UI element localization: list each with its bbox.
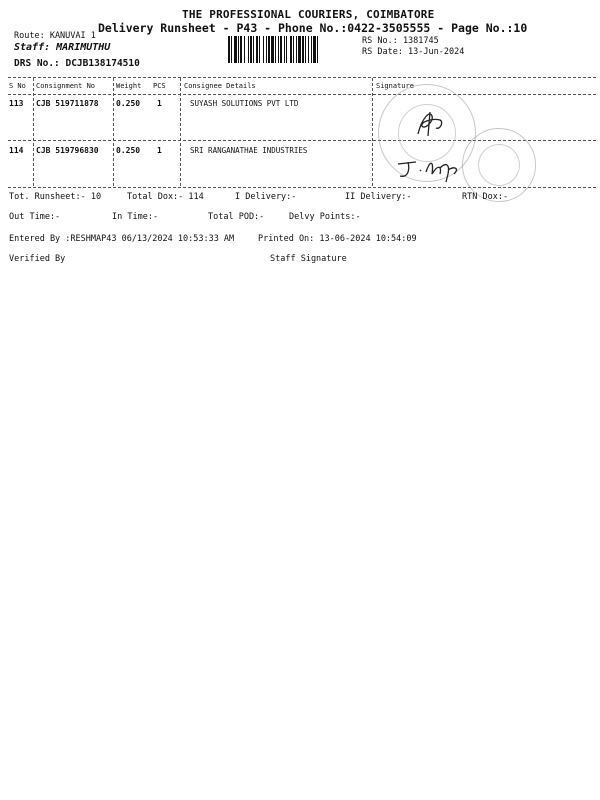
row-consignee: SRI RANGANATHAE INDUSTRIES (190, 146, 308, 155)
divider (8, 77, 596, 78)
runsheet-subtitle: Delivery Runsheet - P43 - Phone No.:0422-3505555 - Page No.:10 (98, 21, 528, 35)
column-header-weight: Weight (116, 82, 142, 90)
row-consignment: CJB 519796830 (36, 146, 99, 155)
total-dox: Total Dox:- 114 (127, 192, 204, 202)
barcode-image (228, 36, 356, 63)
staff-signature-label: Staff Signature (270, 254, 347, 264)
column-header-consignee: Consignee Details (184, 82, 256, 90)
row-sno: 113 (9, 99, 24, 108)
row-consignee: SUYASH SOLUTIONS PVT LTD (190, 99, 299, 108)
company-title: THE PROFESSIONAL COURIERS, COIMBATORE (182, 8, 435, 21)
rtn-dox: RTN Dox:- (462, 192, 509, 202)
rs-number: RS No.: 1381745 (362, 36, 439, 46)
row-pcs: 1 (157, 99, 162, 108)
delivery-points: Delvy Points:- (289, 212, 361, 222)
row-consignment: CJB 519711878 (36, 99, 99, 108)
printed-on: Printed On: 13-06-2024 10:54:09 (258, 234, 417, 244)
entered-by: Entered By :RESHMAP43 06/13/2024 10:53:33 AM (9, 234, 235, 244)
route-label: Route: KANUVAI 1 (14, 31, 96, 41)
verified-by: Verified By (9, 254, 66, 264)
row-sno: 114 (9, 146, 24, 155)
second-delivery: II Delivery:- (345, 192, 412, 202)
total-runsheet: Tot. Runsheet:- 10 (9, 192, 102, 202)
company-stamp-inner (478, 144, 520, 186)
signature-scribble-1 (410, 108, 450, 138)
column-header-consignment: Consignment No (36, 82, 96, 90)
row-pcs: 1 (157, 146, 162, 155)
column-divider (33, 78, 34, 186)
out-time: Out Time:- (9, 212, 61, 222)
rs-date: RS Date: 13-Jun-2024 (362, 47, 465, 57)
divider (8, 94, 596, 95)
row-weight: 0.250 (116, 146, 141, 155)
column-divider (113, 78, 114, 186)
in-time: In Time:- (112, 212, 159, 222)
column-divider (180, 78, 181, 186)
column-divider (372, 78, 373, 186)
drs-number: DRS No.: DCJB138174510 (14, 58, 140, 69)
row-weight: 0.250 (116, 99, 141, 108)
first-delivery: I Delivery:- (235, 192, 297, 202)
signature-scribble-2 (394, 154, 474, 184)
column-header-pcs: PCS (153, 82, 166, 90)
total-pod: Total POD:- (208, 212, 265, 222)
column-header-signature: Signature (376, 82, 414, 90)
column-header-sno: S No (9, 82, 26, 90)
staff-label: Staff: MARIMUTHU (14, 42, 111, 53)
